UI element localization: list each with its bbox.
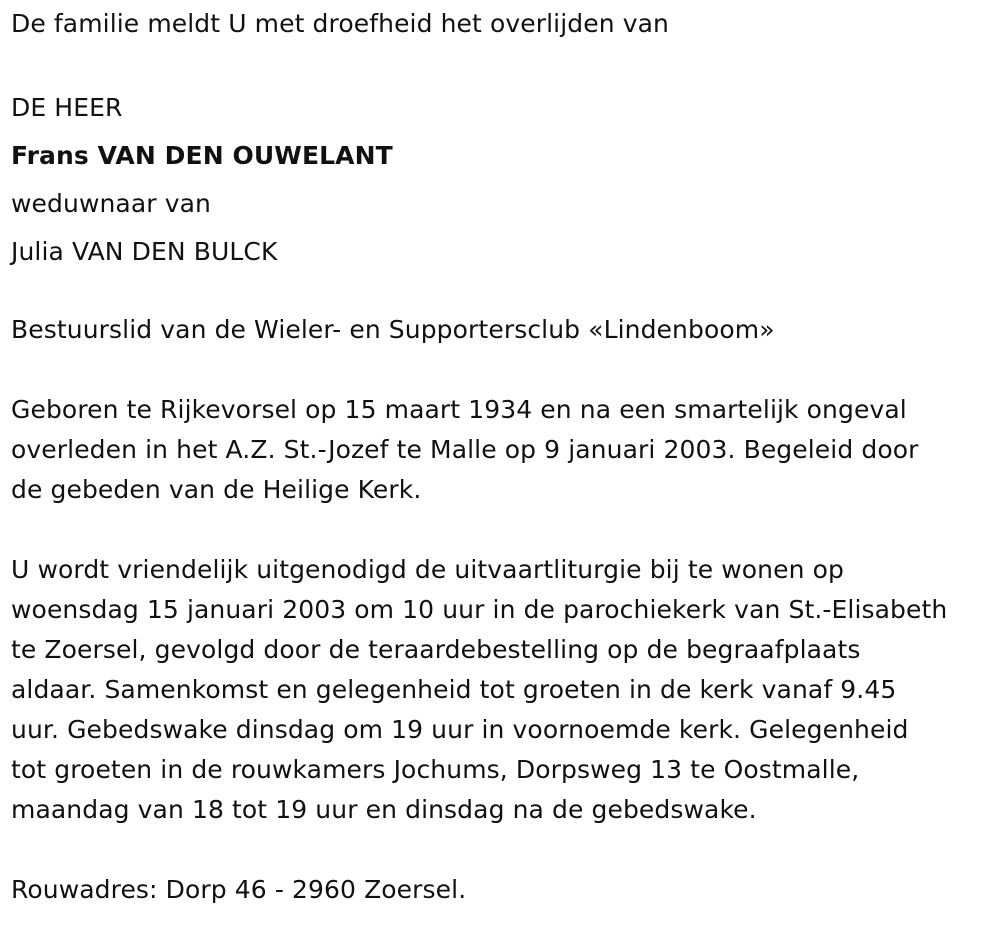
paragraph-line: Geboren te Rijkevorsel op 15 maart 1934 en na een smartelijk ongeval — [11, 395, 907, 424]
spacer — [11, 350, 996, 390]
paragraph-line: maandag van 18 tot 19 uur en dinsdag na de gebedswake. — [11, 795, 757, 824]
paragraph-line: uur. Gebedswake dinsdag om 19 uur in voornoemde kerk. Gelegenheid — [11, 715, 909, 744]
spacer — [11, 276, 996, 310]
spacer — [11, 830, 996, 870]
paragraph-line: woensdag 15 januari 2003 om 10 uur in de parochiekerk van St.-Elisabeth — [11, 595, 948, 624]
spouse-name: Julia VAN DEN BULCK — [11, 237, 278, 266]
obituary-notice — [11, 4, 996, 910]
club-role: Bestuurslid van de Wieler- en Supportersclub «Lindenboom» — [11, 315, 775, 344]
paragraph-line: U wordt vriendelijk uitgenodigd de uitvaartliturgie bij te wonen op — [11, 555, 844, 584]
paragraph-line: aldaar. Samenkomst en gelegenheid tot groeten in de kerk vanaf 9.45 — [11, 675, 897, 704]
paragraph-line: tot groeten in de rouwkamers Jochums, Dorpsweg 13 te Oostmalle, — [11, 755, 860, 784]
mourning-address: Rouwadres: Dorp 46 - 2960 Zoersel. — [11, 875, 467, 904]
relation-text: weduwnaar van — [11, 189, 211, 218]
paragraph-line: te Zoersel, gevolgd door de teraardebestelling op de begraafplaats — [11, 635, 861, 664]
intro-text: De familie meldt U met droefheid het overlijden van — [11, 9, 669, 38]
paragraph-line: de gebeden van de Heilige Kerk. — [11, 475, 422, 504]
funeral-paragraph — [11, 550, 996, 830]
spacer — [11, 510, 996, 550]
birth-death-paragraph — [11, 390, 996, 510]
paragraph-line: overleden in het A.Z. St.-Jozef te Malle op 9 januari 2003. Begeleid door — [11, 435, 919, 464]
deceased-title: DE HEER — [11, 93, 123, 122]
deceased-name: Frans VAN DEN OUWELANT — [11, 141, 393, 170]
spacer — [11, 44, 996, 84]
